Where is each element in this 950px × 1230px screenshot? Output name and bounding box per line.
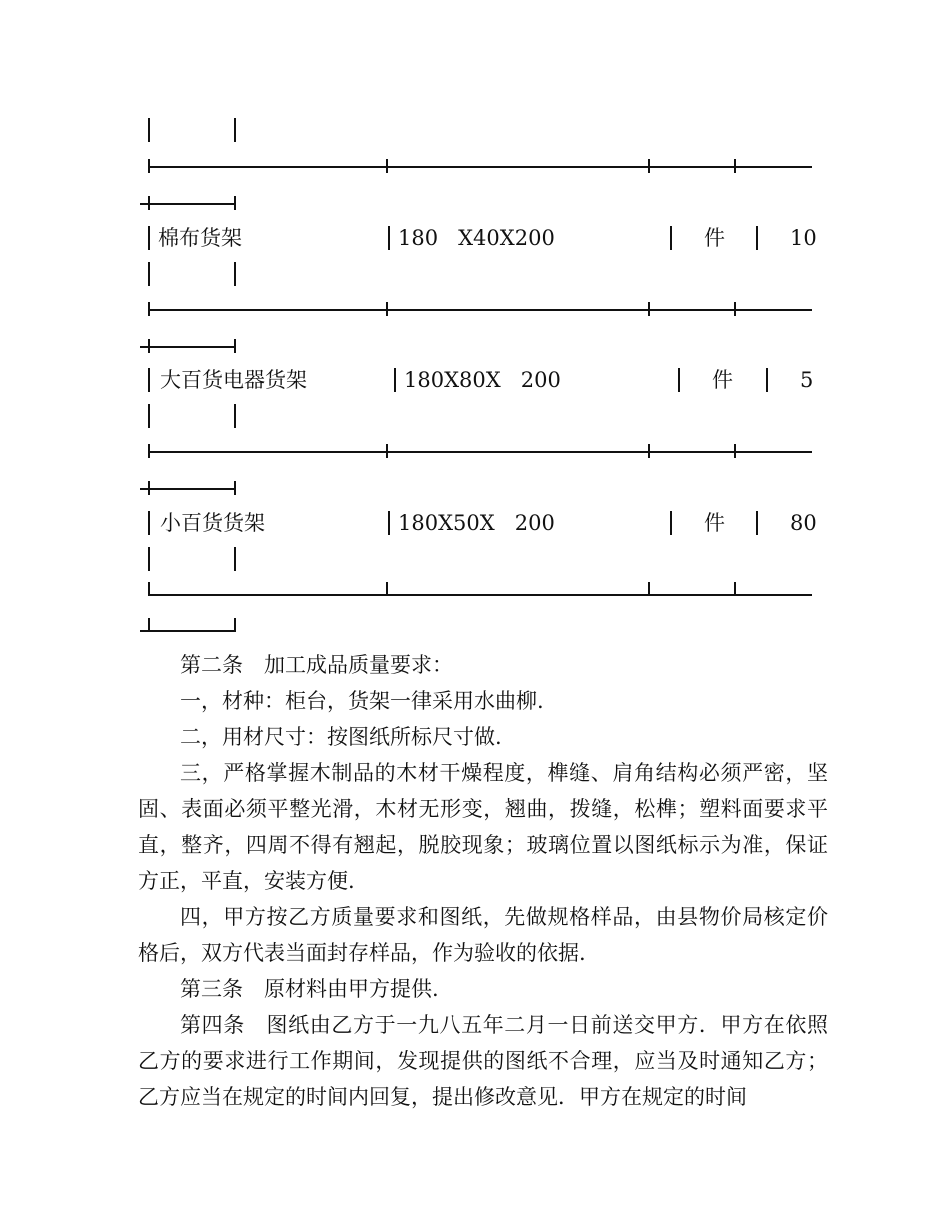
table-rule xyxy=(648,582,650,596)
table-rule xyxy=(386,444,388,458)
table-rule xyxy=(734,302,736,316)
table-row-qty: 5 xyxy=(800,368,814,392)
table-rule xyxy=(648,444,650,458)
table-rule xyxy=(234,339,236,353)
table-border xyxy=(756,511,758,535)
table-rule xyxy=(148,309,812,311)
table-border xyxy=(394,368,396,392)
table-row-unit: 件 xyxy=(712,368,733,392)
table-rule xyxy=(148,582,150,596)
table-border xyxy=(756,226,758,250)
table-rule xyxy=(140,488,236,490)
table-rule xyxy=(234,481,236,495)
table-rule xyxy=(148,339,150,353)
table-border xyxy=(388,226,390,250)
table-row-unit: 件 xyxy=(704,511,725,535)
table-border xyxy=(670,226,672,250)
table-rule xyxy=(734,159,736,173)
clause-2: 二，用材尺寸：按图纸所标尺寸做. xyxy=(180,725,502,749)
table-border xyxy=(148,368,150,392)
table-rule xyxy=(148,594,812,596)
table-row-qty: 10 xyxy=(790,226,817,250)
table-rule xyxy=(648,159,650,173)
table-row-spec: 180X50X 200 xyxy=(398,511,555,535)
table-row-name: 大百货电器货架 xyxy=(160,368,307,392)
table-rule xyxy=(148,302,150,316)
table-rule xyxy=(140,630,236,632)
table-rule xyxy=(148,451,812,453)
table-border xyxy=(388,511,390,535)
table-rule xyxy=(386,582,388,596)
article-2-heading: 第二条 加工成品质量要求： xyxy=(180,653,453,677)
table-border xyxy=(678,368,680,392)
table-border xyxy=(148,404,150,428)
table-rule xyxy=(148,166,812,168)
table-border xyxy=(148,511,150,535)
table-rule xyxy=(148,444,150,458)
article-3: 第三条 原材料由甲方提供. xyxy=(180,977,439,1001)
table-border xyxy=(148,226,150,250)
table-row-name: 棉布货架 xyxy=(158,226,242,250)
table-rule xyxy=(234,196,236,210)
table-rule xyxy=(386,159,388,173)
table-rule xyxy=(734,444,736,458)
table-rule xyxy=(234,618,236,632)
table-row-spec: 180 X40X200 xyxy=(398,226,555,250)
table-border xyxy=(766,368,768,392)
table-rule xyxy=(648,302,650,316)
table-rule xyxy=(386,302,388,316)
table-border xyxy=(148,118,150,142)
clause-3: 三，严格掌握木制品的木材干燥程度，榫缝、肩角结构必须严密，坚固、表面必须平整光滑，木材无形变，翘曲，拨缝，松榫；塑料面要求平直，整齐，四周不得有翘起，脱胶现象；玻璃位置以图纸标示为准，保证方正，平直，安装方便. xyxy=(138,761,828,893)
table-rule xyxy=(148,618,150,632)
table-rule xyxy=(140,346,236,348)
table-rule xyxy=(148,196,150,210)
table-row-name: 小百货货架 xyxy=(160,511,265,535)
clause-1: 一，材种：柜台，货架一律采用水曲柳. xyxy=(180,689,544,713)
table-row-unit: 件 xyxy=(704,226,725,250)
table-border xyxy=(234,262,236,286)
table-rule xyxy=(734,582,736,596)
table-rule xyxy=(140,203,236,205)
table-border xyxy=(148,547,150,571)
table-border xyxy=(234,404,236,428)
table-row-qty: 80 xyxy=(790,511,817,535)
table-row-spec: 180X80X 200 xyxy=(404,368,561,392)
table-border xyxy=(148,262,150,286)
table-rule xyxy=(148,159,150,173)
clause-4: 四，甲方按乙方质量要求和图纸，先做规格样品，由县物价局核定价格后，双方代表当面封存样品，作为验收的依据. xyxy=(138,905,828,965)
table-border xyxy=(670,511,672,535)
table-border xyxy=(234,547,236,571)
table-rule xyxy=(148,481,150,495)
table-border xyxy=(234,118,236,142)
article-4: 第四条 图纸由乙方于一九八五年二月一日前送交甲方．甲方在依照乙方的要求进行工作期间，发现提供的图纸不合理，应当及时通知乙方；乙方应当在规定的时间内回复，提出修改意见．甲方在规定的时间 xyxy=(138,1013,828,1109)
